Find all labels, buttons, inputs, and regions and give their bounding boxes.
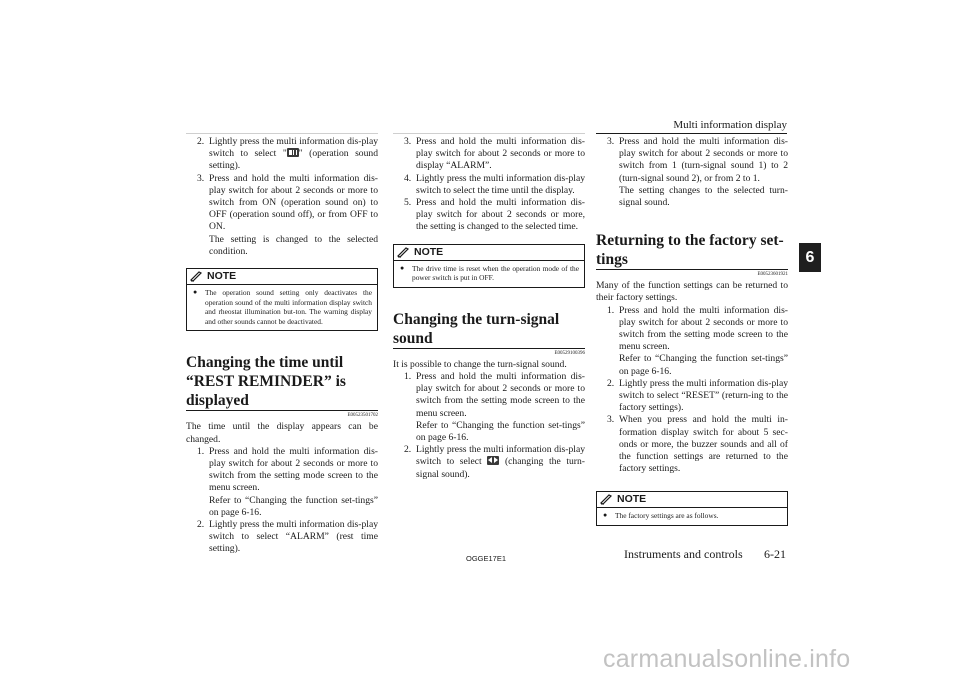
column-top-rule [393,133,585,134]
step-text: When you press and hold the multi in-formation display switch for about 5 sec-onds or more, the buzzer sounds and all of the function settings are returned to the factory settings. [619,414,788,475]
note-pencil-icon [600,494,613,505]
column-2 [393,136,585,481]
footer-page-number: 6-21 [764,547,786,561]
note-pencil-icon [190,271,203,282]
watermark: carmanualsonline.info [603,645,851,673]
list-item [393,444,585,481]
note-box [596,491,788,526]
step-number: 4. [404,172,412,184]
step-text: Lightly press the multi information dis-play switch to select [416,444,585,468]
list-item [393,197,585,234]
note-pencil-icon [397,247,410,258]
note-label: NOTE [207,270,237,283]
section-code: E00523501702 [347,413,378,419]
note-body [597,508,787,525]
step-number: 3. [197,172,205,184]
list-item [393,371,585,420]
operation-sound-icon [287,148,299,157]
step-text: Press and hold the multi information dis-play switch for about 2 seconds or more, the setting is changed to the selected time. [416,197,585,233]
step-text: Lightly press the multi information dis-play switch to select the time until the display. [416,172,585,196]
list-item [186,173,378,234]
header-rule [596,133,787,134]
step-note: The setting is changed to the selected condition. [209,233,378,257]
section-code: E00529100396 [554,350,585,356]
section-heading: Changing the turn-signal sound [393,310,585,349]
running-header: Multi information display [673,119,787,131]
step-number: 2. [404,444,412,456]
step-text: " (operation sound setting). [209,148,378,172]
step-number: 1. [197,445,205,457]
step-number: 2. [197,136,205,147]
column-top-rule [186,133,378,134]
step-text: Press and hold the multi information dis-play switch for about 2 seconds or more to switch from 1 (turn-signal sound 1) to 2 (turn-signal sound 2), or from 2 to 1. [619,136,788,184]
step-number: 5. [404,197,412,209]
step-number: 3. [607,414,615,426]
section-heading: Changing the time until “REST REMINDER” is displayed [186,353,378,411]
step-text: Press and hold the multi information dis-play switch for about 2 seconds or more to display “ALARM”. [416,136,585,172]
list-item [186,136,378,173]
note-text: The factory settings are as follows. [615,511,719,521]
step-text: Press and hold the multi information dis-play switch for about 2 seconds or more to switch from the setting mode screen to the menu screen. [416,371,585,419]
bullet-icon: ● [603,511,608,520]
note-box [186,268,378,331]
section-intro: The time until the display appears can be changed. [186,421,378,445]
step-text: Lightly press the multi information dis-play switch to select “RESET” (return-ing to the factory settings). [619,377,788,414]
step-reference: Refer to “Changing the function set-tings” on page 6-16. [619,353,788,377]
step-number: 3. [404,136,412,147]
list-item [186,519,378,556]
footer-doc-code: OGGE17E1 [466,554,507,563]
step-note: The setting changes to the selected turn-signal sound. [619,184,788,209]
step-number: 2. [607,377,615,389]
list-item [596,378,788,415]
step-text: (changing the turn-signal sound). [416,456,585,480]
column-3 [596,136,788,526]
step-text: Press and hold the multi information dis-play switch for about 2 seconds or more to switch from the setting mode screen to the menu screen. [209,445,378,494]
bullet-icon: ● [400,263,405,272]
step-text: Lightly press the multi information dis-play switch to select “ALARM” (rest time setting). [209,519,378,555]
step-text: Lightly press the multi information dis-play switch to select " [209,136,378,160]
note-body [187,285,377,330]
section-intro: It is possible to change the turn-signal sound. [393,358,567,370]
section-heading: Returning to the factory set-tings [596,231,788,270]
list-item [186,446,378,495]
note-text: The drive time is reset when the operation mode of the power switch is put in OFF. [412,263,579,283]
step-text: Press and hold the multi information dis-play switch for about 2 seconds or more to switch from the setting mode screen to the menu screen. [619,304,788,353]
step-number: 2. [197,519,205,531]
turn-signal-icon [487,456,499,465]
footer-section-name: Instruments and controls [624,547,743,561]
bullet-icon: ● [193,288,198,297]
note-header [394,245,584,261]
note-box [393,244,585,288]
chapter-tab: 6 [799,243,821,272]
section-code: E00523601921 [757,272,788,278]
step-text: Press and hold the multi information dis-play switch for about 2 seconds or more to switch from ON (operation sound on) to OFF (operation sound off), or from OFF to ON. [209,172,378,233]
note-header [187,269,377,285]
list-item [596,305,788,354]
list-item [596,414,788,475]
note-label: NOTE [414,245,444,258]
step-number: 3. [607,136,615,147]
step-number: 1. [607,304,615,316]
list-item [596,136,788,185]
step-reference: Refer to “Changing the function set-tings” on page 6-16. [416,419,585,444]
section-intro: Many of the function settings can be returned to their factory settings. [596,280,788,304]
column-1 [186,136,378,556]
step-number: 1. [404,371,412,383]
list-item [393,136,585,173]
step-reference: Refer to “Changing the function set-tings” on page 6-16. [209,494,378,518]
note-text: The operation sound setting only deactivates the operation sound of the multi information display switch and rheostat illumination but-ton. The warning display and other sounds cannot be deactivated. [205,288,372,326]
note-body [394,261,584,287]
list-item [393,173,585,197]
note-header [597,492,787,508]
note-label: NOTE [617,493,647,506]
